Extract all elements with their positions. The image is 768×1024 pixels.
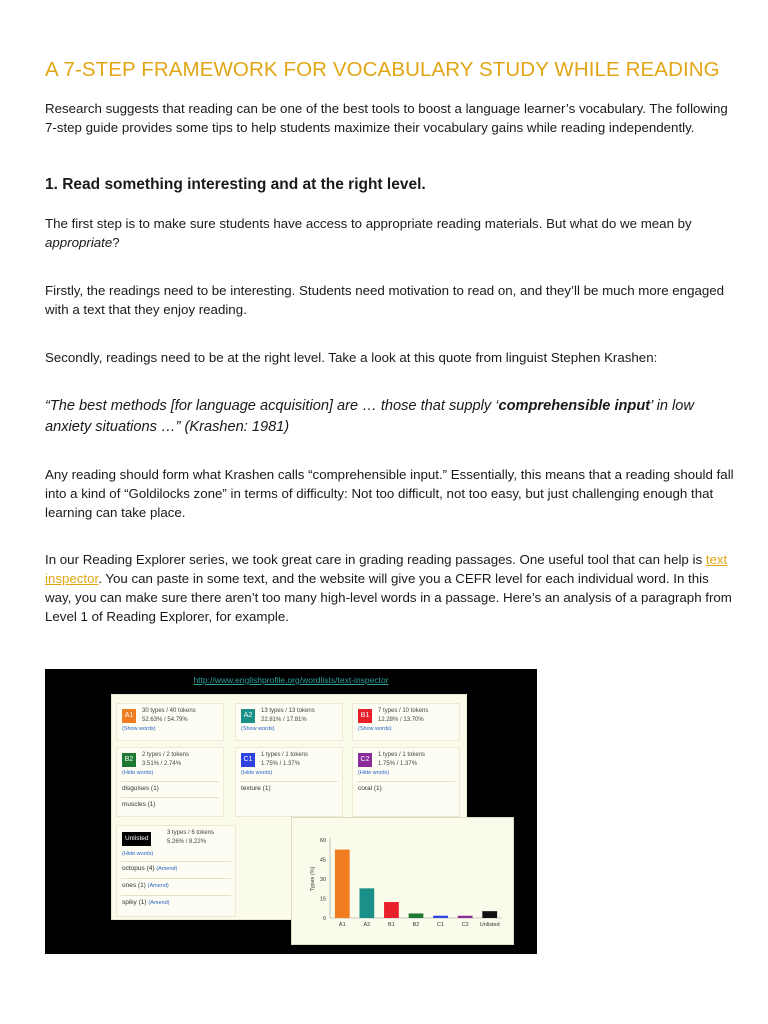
types-tokens: 1 types / 1 tokens <box>261 752 309 758</box>
percentages: 5.26% / 8.22% <box>167 839 207 845</box>
amend-link[interactable]: (Amend) <box>156 866 178 872</box>
show-words-link[interactable]: (Show words) <box>358 726 392 732</box>
bar-a2 <box>359 888 374 918</box>
text-span: The first step is to make sure students have access to appropriate reading materials. But what do we mean by <box>45 216 692 231</box>
text-span: In our Reading Explorer series, we took great care in grading reading passages. One useful tool that can help is <box>45 552 706 567</box>
word-item: muscles (1) <box>122 801 156 808</box>
y-tick-label: 45 <box>319 857 326 864</box>
emphasis-text: appropriate <box>45 235 113 250</box>
level-stats <box>261 707 315 725</box>
amend-link[interactable]: (Amend) <box>148 900 170 906</box>
cefr-chart <box>291 817 514 945</box>
word-text: ones (1) <box>122 882 146 889</box>
x-tick-label: A1 <box>338 922 346 928</box>
level-card-c1 <box>235 747 343 817</box>
level-stats <box>378 751 425 769</box>
url-link[interactable]: http://www.englishprofile.org/wordlists/text-inspector <box>193 675 389 685</box>
chart-svg <box>292 818 513 944</box>
level-card-b2 <box>116 747 224 817</box>
bar-unlisted <box>482 911 497 918</box>
divider <box>357 781 455 782</box>
level-stats <box>261 751 308 769</box>
level-badge: C2 <box>358 753 372 767</box>
krashen-quote <box>45 396 735 438</box>
types-tokens: 3 types / 6 tokens <box>167 830 215 836</box>
text-span: ? <box>112 235 120 250</box>
level-card-a1 <box>116 703 224 741</box>
hide-words-link[interactable]: (Hide words) <box>122 770 154 776</box>
bar-c2 <box>458 916 473 918</box>
paragraph-interesting: Firstly, the readings need to be interesting. Students need motivation to read on, and they’ll be much more engaged with a text that they enjoy reading. <box>45 283 725 317</box>
level-badge: B2 <box>122 753 136 767</box>
x-tick-label: C1 <box>437 922 445 928</box>
hide-words-link[interactable]: (Hide words) <box>358 770 390 776</box>
percentages: 22.81% / 17.81% <box>261 717 307 723</box>
divider <box>121 861 231 862</box>
show-words-link[interactable]: (Show words) <box>122 726 156 732</box>
word-item: texture (1) <box>241 785 271 792</box>
level-card-a2 <box>235 703 343 741</box>
hide-words-link[interactable]: (Hide words) <box>122 851 154 857</box>
level-card-b1 <box>352 703 460 741</box>
y-axis-label: Types (%) <box>310 866 316 892</box>
word-text: spiky (1) <box>122 899 147 906</box>
text-inspector-link[interactable]: text inspector <box>45 552 728 586</box>
show-words-link[interactable]: (Show words) <box>241 726 275 732</box>
word-item <box>122 865 177 872</box>
paragraph-reading-explorer <box>45 550 735 626</box>
percentages: 3.51% / 2.74% <box>142 761 182 767</box>
text-inspector-screenshot <box>45 669 537 954</box>
bar-b2 <box>409 913 424 918</box>
level-badge: C1 <box>241 753 255 767</box>
text-span: . You can paste in some text, and the website will give you a CEFR level for each individual word. In this way, you can make sure there aren’t too many high-level words in a passage. Here’s an analysis of a paragraph from Level 1 of Reading Explorer, for example. <box>45 571 732 624</box>
paragraph-appropriate <box>45 214 735 252</box>
divider <box>121 781 219 782</box>
x-tick-label: B1 <box>388 922 395 928</box>
types-tokens: 30 types / 40 tokens <box>142 708 196 714</box>
word-item <box>122 882 169 889</box>
divider <box>121 797 219 798</box>
level-badge: B1 <box>358 709 372 723</box>
percentages: 12.28% / 13.70% <box>378 717 424 723</box>
level-stats <box>378 707 428 725</box>
y-tick-label: 0 <box>322 916 326 922</box>
y-tick-label: 15 <box>319 896 326 903</box>
bar-a1 <box>335 850 350 918</box>
word-item <box>122 899 169 906</box>
level-badge: A1 <box>122 709 136 723</box>
percentages: 1.75% / 1.37% <box>261 761 301 767</box>
bar-b1 <box>384 902 399 918</box>
level-stats <box>167 829 214 847</box>
word-item: disguises (1) <box>122 785 159 792</box>
article <box>45 56 735 626</box>
quote-text: ’ in low anxiety situations …” (Krashen: 1981) <box>45 398 694 435</box>
y-tick-label: 30 <box>319 877 326 883</box>
quote-text: “The best methods [for language acquisition] are … those that supply ‘ <box>45 398 499 414</box>
x-tick-label: A2 <box>363 922 371 928</box>
divider <box>240 781 338 782</box>
level-stats <box>142 707 196 725</box>
types-tokens: 2 types / 2 tokens <box>142 752 190 758</box>
percentages: 1.75% / 1.37% <box>378 761 418 767</box>
x-tick-label: B2 <box>412 922 420 928</box>
unlisted-badge: Unlisted <box>122 832 151 846</box>
percentages: 52.63% / 54.79% <box>142 717 188 723</box>
level-card-unlisted <box>116 825 236 917</box>
level-stats <box>142 751 189 769</box>
types-tokens: 7 types / 10 tokens <box>378 708 429 714</box>
bar-c1 <box>433 916 448 918</box>
level-badge: A2 <box>241 709 255 723</box>
x-tick-label: C2 <box>461 922 469 928</box>
y-tick-label: 60 <box>319 838 326 844</box>
word-text: octopus (4) <box>122 865 155 872</box>
word-item: coral (1) <box>358 785 382 792</box>
types-tokens: 1 types / 1 tokens <box>378 752 426 758</box>
paragraph-comprehensible-input: Any reading should form what Krashen calls “comprehensible input.” Essentially, this means that a reading should fall into a kind of “Goldilocks zone” in terms of difficulty: Not too difficult, not too easy, but just challenging enough that learning can take place. <box>45 467 734 520</box>
types-tokens: 13 types / 13 tokens <box>261 708 315 714</box>
step-1-heading: 1. Read something interesting and at the right level. <box>45 176 426 193</box>
divider <box>121 878 231 879</box>
level-card-c2 <box>352 747 460 817</box>
amend-link[interactable]: (Amend) <box>147 883 169 889</box>
x-tick-label: Unlisted <box>479 922 500 928</box>
page-title: A 7-STEP FRAMEWORK FOR VOCABULARY STUDY WHILE READING <box>45 58 720 81</box>
divider <box>121 895 231 896</box>
intro-paragraph: Research suggests that reading can be one of the best tools to boost a language learner’s vocabulary. The following 7-step guide provides some tips to help students maximize their vocabulary gains while reading independently. <box>45 101 728 135</box>
quote-bold-text: comprehensible input <box>498 398 651 414</box>
paragraph-right-level: Secondly, readings need to be at the right level. Take a look at this quote from linguist Stephen Krashen: <box>45 350 658 365</box>
hide-words-link[interactable]: (Hide words) <box>241 770 273 776</box>
